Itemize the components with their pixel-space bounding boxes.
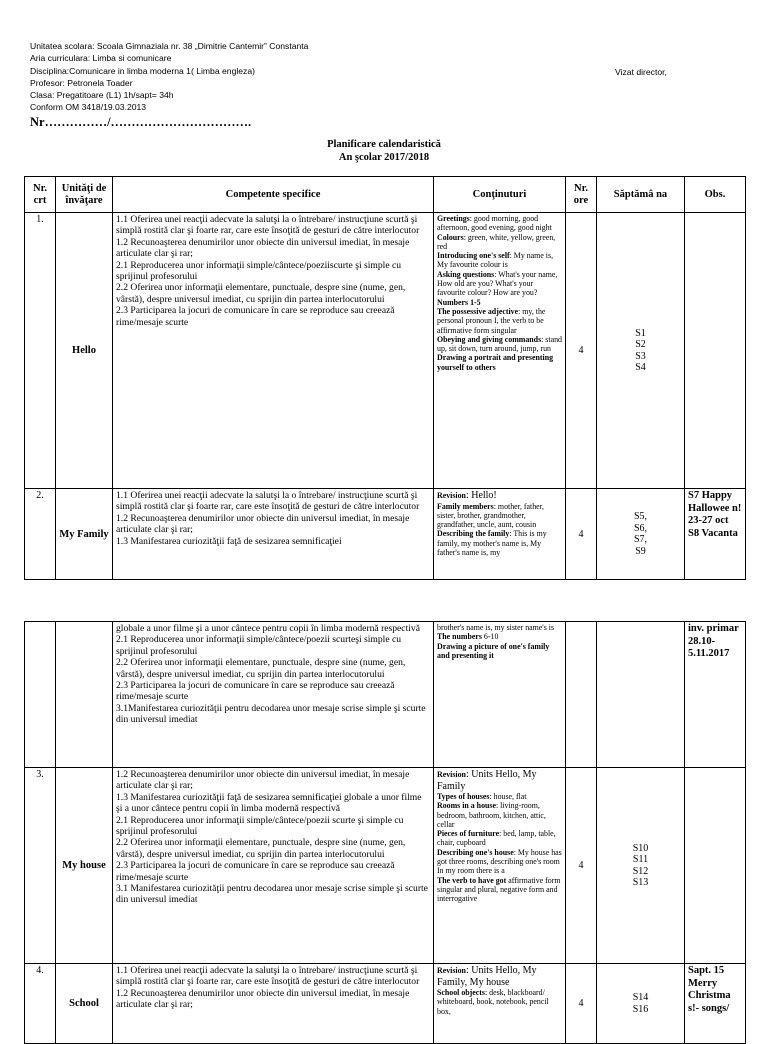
content-topic: Describing one's house — [437, 847, 514, 857]
competence-item: 1.3 Manifestarea curiozităţii faţă de sesizarea semnificaţiei globale a unor filme şi a unor cântece pentru copii în limba modernă respectivă — [116, 791, 422, 815]
competence-item: 2.2 Oferirea unor informaţii elementare, punctuale, despre sine (nume, gen, vârstă), despre universul imediat, cu sprijin din partea interlocutorului — [116, 657, 406, 680]
observation-line: S7 Happy Hallowee n! — [688, 490, 742, 514]
header-teacher: Profesor: Petronela Toader — [30, 77, 133, 88]
table-row — [25, 768, 746, 964]
content-item — [437, 529, 562, 557]
content-topic: Colours — [437, 232, 464, 242]
content-item — [437, 233, 562, 252]
content-item — [437, 335, 562, 354]
contents-cell — [434, 964, 566, 1044]
col-header-hours: Nr. ore — [566, 177, 597, 213]
table-row — [25, 489, 746, 580]
content-topic: Describing the family — [437, 529, 510, 539]
competence-item: globale a unor filme şi a unor cântece pentru copii în limba modernă respectivă — [116, 623, 420, 634]
content-detail: affirmative form singular and plural, negative form and interrogative — [437, 875, 561, 904]
content-topic: Family members — [437, 501, 494, 511]
header-school: Unitatea scolara: Scoala Gimnaziala nr. 38 „Dimitrie Cantemir” Constanta — [30, 41, 309, 51]
planning-table-page-1 — [24, 176, 746, 580]
week-label: S13 — [632, 877, 649, 888]
week-label: S1 — [635, 327, 646, 339]
title-line-2: An şcolar 2017/2018 — [338, 152, 430, 163]
competence-item: 1.2 Recunoaşterea denumirilor unor obiecte din universul imediat, în mesaje articulate clar şi rar; — [116, 769, 410, 792]
competences-cell — [113, 964, 434, 1044]
content-topic: Obeying and giving commands — [437, 334, 542, 344]
table-header-row — [25, 177, 746, 213]
contents-cell — [434, 622, 566, 768]
competence-item: 3.1 Manifestarea curiozităţii pentru decodarea unor mesaje scrise simple şi scurte din universul imediat — [116, 883, 428, 906]
content-detail: : What's your name, How old are you? What's your favourite colour? How are you? — [437, 269, 558, 298]
contents-cell — [434, 768, 566, 964]
revision-label: Revision — [437, 491, 466, 500]
col-header-contents: Conţinuturi — [434, 177, 566, 213]
table-row — [25, 213, 746, 489]
content-item — [437, 876, 562, 904]
revision-text: : Hello! — [465, 490, 497, 501]
competence-item: 1.1 Oferirea unei reacţii adecvate la salutşi la o întrebare/ instrucţiune scurtă şi simplă rostită clar şi foarte rar, care este însoţită de gesturi de către interlocutor — [116, 965, 420, 988]
weeks-cell — [597, 213, 685, 489]
observation-line: 5.11.2017 — [688, 648, 730, 659]
row-number: 2. — [25, 489, 56, 580]
observations-cell — [685, 622, 746, 768]
header-class: Clasa: Pregatitoare (L1) 1h/sapt= 34h — [30, 90, 174, 101]
col-header-weeks: Săptămâ na — [597, 177, 685, 213]
week-label: S2 — [635, 339, 646, 350]
col-header-obs: Obs. — [685, 177, 746, 213]
row-number: 1. — [25, 213, 56, 489]
observation-line: 28.10- — [688, 635, 716, 647]
header-curricular-area: Aria curriculara: Limba si comunicare — [30, 53, 172, 64]
weeks-cell — [597, 768, 685, 964]
hours-count: 4 — [566, 768, 597, 964]
row-number: 4. — [25, 964, 56, 1044]
content-item — [437, 251, 562, 270]
competence-item: 1.1 Oferirea unei reacţii adecvate la salutşi la o întrebare/ instrucţiune scurtă şi simplă rostită clar şi foarte rar, care este însoţită de gesturi de către interlocutor — [116, 490, 420, 513]
content-topic: School objects — [437, 988, 485, 997]
content-item — [437, 848, 562, 876]
content-detail: : living-room, bedroom, bathroom, kitchen, attic, cellar — [437, 801, 546, 829]
content-detail: 6-10 — [481, 632, 499, 642]
content-detail: : mother, father, sister, brother, grandmother, grandfather, uncle, aunt, cousin — [437, 501, 544, 530]
week-label: S3 — [635, 350, 646, 362]
content-detail: : desk, blackboard/ whiteboard, book, notebook, pencil box, — [437, 988, 549, 1016]
competences-cell — [113, 489, 434, 580]
col-header-competences: Competente specifice — [113, 177, 434, 213]
content-topic: Pieces of furniture — [437, 829, 500, 839]
table-row — [25, 622, 746, 768]
col-header-unit: Unităţi de învăţare — [56, 177, 113, 213]
content-topic: Rooms in a house — [437, 801, 496, 811]
competences-cell — [113, 768, 434, 964]
week-label: S12 — [632, 865, 649, 877]
competence-item: 2.3 Participarea la jocuri de comunicare în care se reproduce sau creează rime/mesaje scurte — [116, 305, 395, 328]
content-topic: Greetings — [437, 214, 470, 223]
content-topic: Introducing one's self — [437, 251, 510, 261]
week-label: S10 — [632, 842, 649, 854]
observation-line: inv. primar — [688, 623, 739, 634]
revision-line — [437, 490, 562, 502]
content-item — [437, 298, 562, 307]
content-item — [437, 214, 562, 233]
unit-name: My house — [56, 768, 113, 964]
content-topic: Drawing a picture of one's family and presenting it — [437, 641, 550, 660]
unit-name: School — [56, 964, 113, 1044]
competence-item: 2.3 Participarea la jocuri de comunicare în care se reproduce sau creează rime/mesaje scurte — [116, 680, 395, 703]
row-number: 3. — [25, 768, 56, 964]
week-label: S9 — [635, 545, 646, 557]
hours-count: 4 — [566, 489, 597, 580]
week-label: S14 — [632, 992, 649, 1003]
content-detail: : bed, lamp, table, chair, cupboard — [437, 829, 556, 848]
observation-line: Sapt. 15 Merry Christma s!- songs/ — [688, 965, 731, 1014]
content-item — [437, 623, 562, 632]
content-item — [437, 353, 562, 372]
revision-label: Revision — [437, 770, 466, 779]
content-topic: The verb to have got — [437, 875, 507, 885]
content-detail: : My name is, My favourite colour is — [437, 251, 554, 270]
document-title — [0, 138, 768, 164]
content-topic: The numbers — [437, 632, 482, 642]
week-label: S6, — [633, 522, 648, 534]
week-label: S11 — [632, 854, 649, 865]
competence-item: 2.1 Reproducerea unor informaţii simple/cântece/poezii scurte şi simple cu sprijinul profesorului — [116, 814, 404, 838]
registration-number: Nr……………/……………………………. — [30, 114, 252, 129]
weeks-cell — [597, 622, 685, 768]
hours-count: 4 — [566, 213, 597, 489]
content-detail: : good morning, good afternoon, good evening, good night — [437, 214, 552, 233]
observations-cell — [685, 213, 746, 489]
unit-name: My Family — [56, 489, 113, 580]
observation-line: 23-27 oct — [688, 515, 729, 526]
revision-line — [437, 769, 562, 792]
competence-item: 1.2 Recunoaşterea denumirilor unor obiecte din universul imediat, în mesaje articulate clar şi rar; — [116, 987, 410, 1011]
observations-cell — [685, 768, 746, 964]
director-approval: Vizat director, — [615, 67, 667, 77]
content-item — [437, 829, 562, 848]
revision-line — [437, 965, 562, 988]
competence-item: 2.3 Participarea la jocuri de comunicare în care se reproduce sau creează rime/mesaje scurte — [116, 860, 395, 883]
revision-label: Revision — [437, 966, 466, 975]
observation-line: S8 Vacanta — [688, 527, 738, 539]
content-detail: : stand up, sit down, turn around, jump, run — [437, 334, 562, 354]
competence-item: 1.2 Recunoaşterea denumirilor unor obiecte din universul imediat, în mesaje articulate clar şi rar; — [116, 512, 410, 536]
competence-item: 2.2 Oferirea unor informaţii elementare, punctuale, despre sine (nume, gen, vârstă), despre universul imediat, cu sprijin din partea interlocutorului — [116, 282, 406, 305]
content-topic: Types of houses — [437, 792, 490, 801]
competences-cell — [113, 213, 434, 489]
content-detail: : green, white, yellow, green, red — [437, 232, 556, 251]
content-detail: : This is my family, my mother's name is, My father's name is, my — [437, 529, 547, 557]
header-order: Conform OM 3418/19.03.2013 — [30, 102, 147, 113]
planning-table-page-2 — [24, 621, 746, 1044]
content-item — [437, 792, 562, 801]
col-header-nr: Nr. crt — [25, 177, 56, 213]
unit-name — [56, 622, 113, 768]
weeks-cell — [597, 964, 685, 1044]
hours-count — [566, 622, 597, 768]
competence-item: 2.1 Reproducerea unor informaţii simple/cântece/poeziiscurte şi simple cu sprijinul profesorului — [116, 259, 402, 283]
content-topic: Drawing a portrait and presenting yourself to others — [437, 353, 554, 372]
competence-item: 1.3 Manifestarea curiozităţii faţă de sesizarea semnificaţiei — [116, 535, 342, 547]
competence-item: 1.1 Oferirea unei reacţii adecvate la salutşi la o întrebare/ instrucţiune scurtă şi simplă rostită clar şi foarte rar, care este însoţită de gesturi de către interlocutor — [116, 214, 420, 237]
week-label: S7, — [633, 534, 648, 545]
row-number — [25, 622, 56, 768]
revision-text: : Units Hello, My Family — [437, 769, 537, 792]
observations-cell — [685, 489, 746, 580]
content-item — [437, 307, 562, 335]
content-detail: : house, flat — [489, 792, 527, 801]
revision-text: : Units Hello, My Family, My house — [437, 965, 537, 988]
competences-cell — [113, 622, 434, 768]
week-label: S16 — [632, 1003, 649, 1015]
content-item — [437, 502, 562, 530]
content-item — [437, 801, 562, 829]
week-label: S4 — [635, 362, 646, 373]
content-item — [437, 270, 562, 298]
table-row — [25, 964, 746, 1044]
document-header — [30, 40, 308, 129]
content-topic: The possessive adjective — [437, 306, 519, 316]
observations-cell — [685, 964, 746, 1044]
competence-item: 2.2 Oferirea unor informaţii elementare, punctuale, despre sine (nume, gen, vârstă), despre universul imediat, cu sprijin din partea interlocutorului — [116, 837, 406, 860]
competence-item: 3.1Manifestarea curiozităţii pentru decodarea unor mesaje scrise simple şi scurte din universul imediat — [116, 702, 426, 726]
content-topic: Numbers 1-5 — [437, 297, 481, 307]
contents-cell — [434, 213, 566, 489]
content-topic: Asking questions — [437, 269, 495, 279]
content-item — [437, 988, 562, 1016]
week-label: S5, — [633, 511, 648, 522]
hours-count: 4 — [566, 964, 597, 1044]
content-detail: : My house has got three rooms, describing one's room In my room there is a — [437, 847, 562, 876]
content-item — [437, 642, 562, 661]
content-detail: brother's name is, my sister name's is — [437, 623, 555, 632]
content-item — [437, 632, 562, 641]
content-detail: : my, the personal pronoun I, the verb to be affirmative form singular — [437, 306, 546, 335]
contents-cell — [434, 489, 566, 580]
competence-item: 2.1 Reproducerea unor informaţii simple/cântece/poezii scurteşi simple cu sprijinul profesorului — [116, 634, 402, 657]
title-line-1: Planificare calendaristică — [327, 139, 441, 150]
weeks-cell — [597, 489, 685, 580]
competence-item: 1.2 Recunoaşterea denumirilor unor obiecte din universul imediat, în mesaje articulate clar şi rar; — [116, 236, 410, 260]
unit-name: Hello — [56, 213, 113, 489]
header-discipline: Disciplina:Comunicare in limba moderna 1( Limba engleza) — [30, 65, 255, 76]
